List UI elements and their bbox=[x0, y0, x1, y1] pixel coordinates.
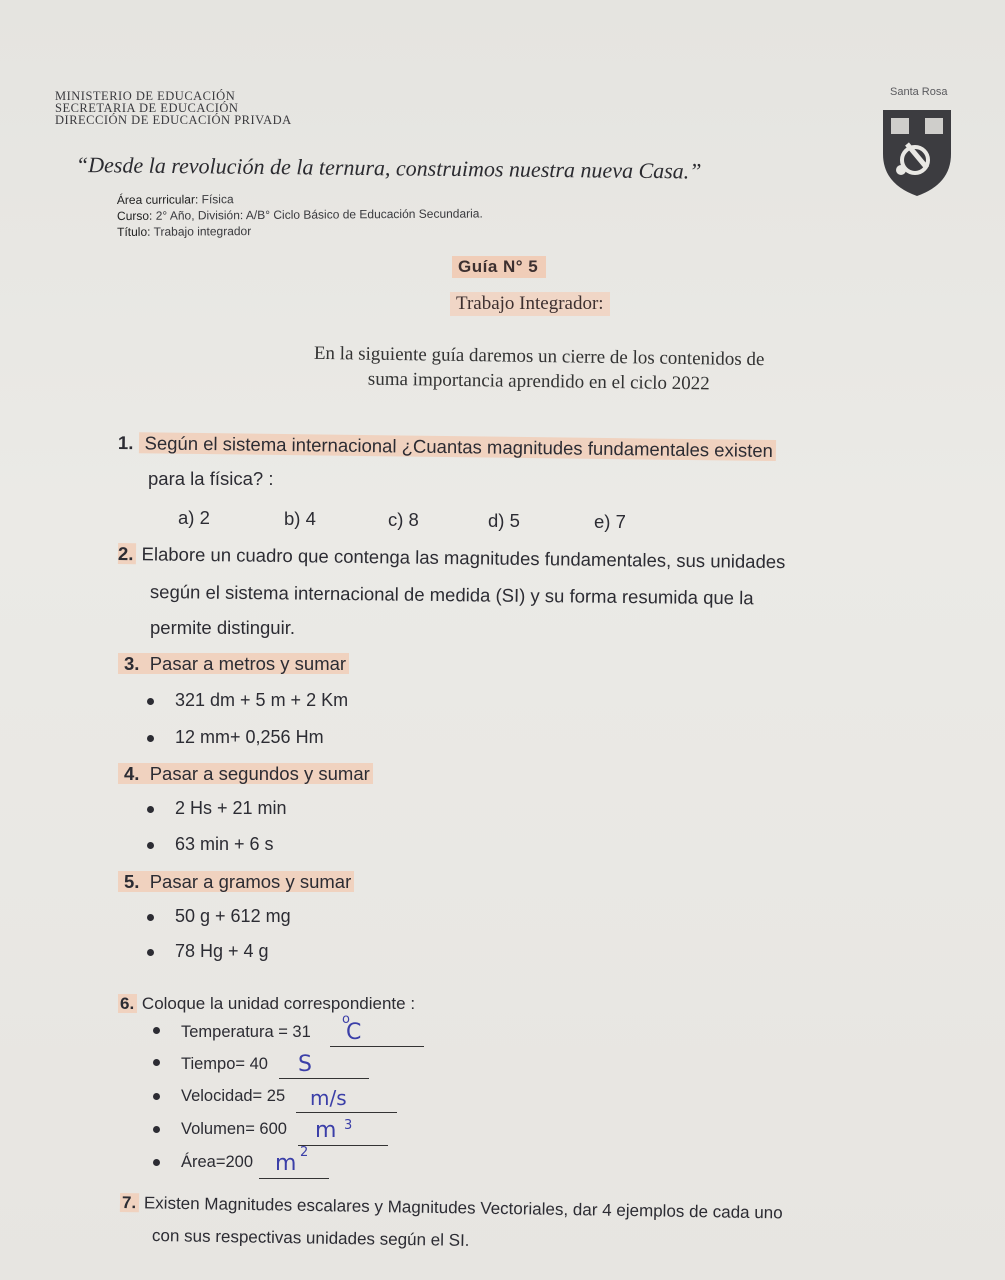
question-text: Según el sistema internacional ¿Cuantas magnitudes fundamentales existen bbox=[138, 432, 776, 461]
question-text: Existen Magnitudes escalares y Magnitudes Vectoriales, dar 4 ejemplos de cada uno bbox=[143, 1193, 783, 1223]
unit-item-label: Volumen= 600 bbox=[181, 1120, 287, 1138]
ministry-line: SECRETARIA DE EDUCACIÓN bbox=[55, 101, 239, 115]
bullet bbox=[153, 1059, 160, 1066]
answer-blank bbox=[259, 1178, 329, 1179]
question-number: 5. bbox=[124, 871, 140, 892]
question-3-highlight bbox=[118, 653, 349, 674]
ministry-header bbox=[55, 90, 292, 126]
question-text: Pasar a gramos y sumar bbox=[149, 871, 352, 892]
bullet bbox=[147, 842, 154, 849]
bullet bbox=[147, 914, 154, 921]
question-5 bbox=[118, 871, 354, 893]
curso-value: 2° Año, División: A/B° Ciclo Básico de Educación Secundaria. bbox=[155, 206, 483, 223]
option-c: c) 8 bbox=[388, 509, 419, 530]
area-label: Área curricular: bbox=[116, 192, 199, 208]
list-item: 321 dm + 5 m + 2 Km bbox=[175, 690, 349, 710]
answer-blank bbox=[298, 1145, 388, 1146]
question-text: Coloque la unidad correspondiente : bbox=[141, 994, 416, 1013]
handwritten-answer: m/s bbox=[310, 1086, 347, 1110]
answer-blank bbox=[279, 1078, 369, 1079]
handwritten-answer: m bbox=[275, 1151, 297, 1176]
question-2 bbox=[118, 543, 786, 573]
question-6 bbox=[118, 994, 415, 1014]
bullet bbox=[147, 698, 154, 705]
bullet bbox=[153, 1159, 160, 1166]
ministry-line: MINISTERIO DE EDUCACIÓN bbox=[55, 89, 236, 103]
crest-label: Santa Rosa bbox=[890, 86, 948, 98]
question-5-highlight bbox=[118, 871, 354, 892]
intro-text bbox=[284, 340, 795, 397]
question-7-line2: con sus respectivas unidades según el SI. bbox=[151, 1226, 470, 1250]
handwritten-superscript: 3 bbox=[344, 1118, 353, 1133]
bullet bbox=[153, 1126, 160, 1133]
question-number: 2. bbox=[118, 543, 137, 564]
unit-item-label: Velocidad= 25 bbox=[181, 1087, 286, 1105]
titulo-value: Trabajo integrador bbox=[153, 224, 252, 239]
guide-subtitle: Trabajo Integrador: bbox=[450, 292, 610, 316]
question-3 bbox=[118, 653, 349, 675]
option-b: b) 4 bbox=[284, 508, 316, 529]
question-2-line2: según el sistema internacional de medida (SI) y su forma resumida que la bbox=[149, 581, 754, 609]
list-item: 2 Hs + 21 min bbox=[175, 798, 287, 818]
unit-item-label: Temperatura = 31 bbox=[181, 1023, 311, 1041]
answer-blank bbox=[296, 1112, 397, 1113]
bullet bbox=[153, 1027, 160, 1034]
list-item: 63 min + 6 s bbox=[175, 834, 274, 854]
bullet bbox=[153, 1093, 160, 1100]
question-1 bbox=[118, 432, 776, 462]
answer-blank bbox=[330, 1046, 424, 1047]
list-item: 78 Hg + 4 g bbox=[175, 941, 269, 961]
question-number: 7. bbox=[120, 1193, 139, 1212]
handwritten-answer: C bbox=[346, 1020, 362, 1045]
question-2-line3: permite distinguir. bbox=[150, 617, 295, 638]
question-7 bbox=[120, 1193, 783, 1223]
question-number: 1. bbox=[117, 432, 134, 454]
bullet bbox=[147, 949, 154, 956]
intro-line: En la siguiente guía daremos un cierre de los contenidos de bbox=[313, 342, 765, 371]
bullet bbox=[147, 735, 154, 742]
unit-item-label: Tiempo= 40 bbox=[181, 1055, 268, 1073]
option-e: e) 7 bbox=[594, 511, 626, 532]
guide-title: Guía N° 5 bbox=[452, 256, 546, 278]
question-number: 3. bbox=[124, 653, 140, 674]
handwritten-superscript: 2 bbox=[300, 1145, 309, 1160]
question-text: Pasar a segundos y sumar bbox=[149, 763, 370, 784]
course-info bbox=[117, 189, 483, 240]
titulo-label: Título: bbox=[117, 224, 151, 239]
area-value: Física bbox=[201, 192, 234, 207]
bullet bbox=[147, 806, 154, 813]
motto: “Desde la revolución de la ternura, construimos nuestra nueva Casa.” bbox=[75, 152, 702, 184]
handwritten-answer: S bbox=[298, 1052, 312, 1077]
question-4-highlight bbox=[118, 763, 373, 784]
question-number: 4. bbox=[124, 763, 140, 784]
intro-line: suma importancia aprendido en el ciclo 2022 bbox=[367, 368, 710, 395]
list-item: 12 mm+ 0,256 Hm bbox=[175, 727, 324, 747]
curso-label: Curso: bbox=[116, 208, 153, 223]
option-d: d) 5 bbox=[488, 510, 520, 531]
handwritten-answer: m bbox=[315, 1118, 337, 1143]
question-1-line2: para la física? : bbox=[148, 468, 274, 489]
school-crest-icon bbox=[879, 104, 955, 200]
question-text: Elabore un cuadro que contenga las magnitudes fundamentales, sus unidades bbox=[141, 543, 786, 573]
list-item: 50 g + 612 mg bbox=[175, 906, 291, 926]
handwritten-superscript: o bbox=[342, 1012, 350, 1027]
option-a: a) 2 bbox=[178, 507, 210, 528]
question-number: 6. bbox=[118, 994, 137, 1013]
question-text: Pasar a metros y sumar bbox=[149, 653, 347, 674]
question-4 bbox=[118, 763, 373, 785]
unit-item-label: Área=200 bbox=[181, 1153, 254, 1171]
ministry-line: DIRECCIÓN DE EDUCACIÓN PRIVADA bbox=[55, 113, 292, 127]
